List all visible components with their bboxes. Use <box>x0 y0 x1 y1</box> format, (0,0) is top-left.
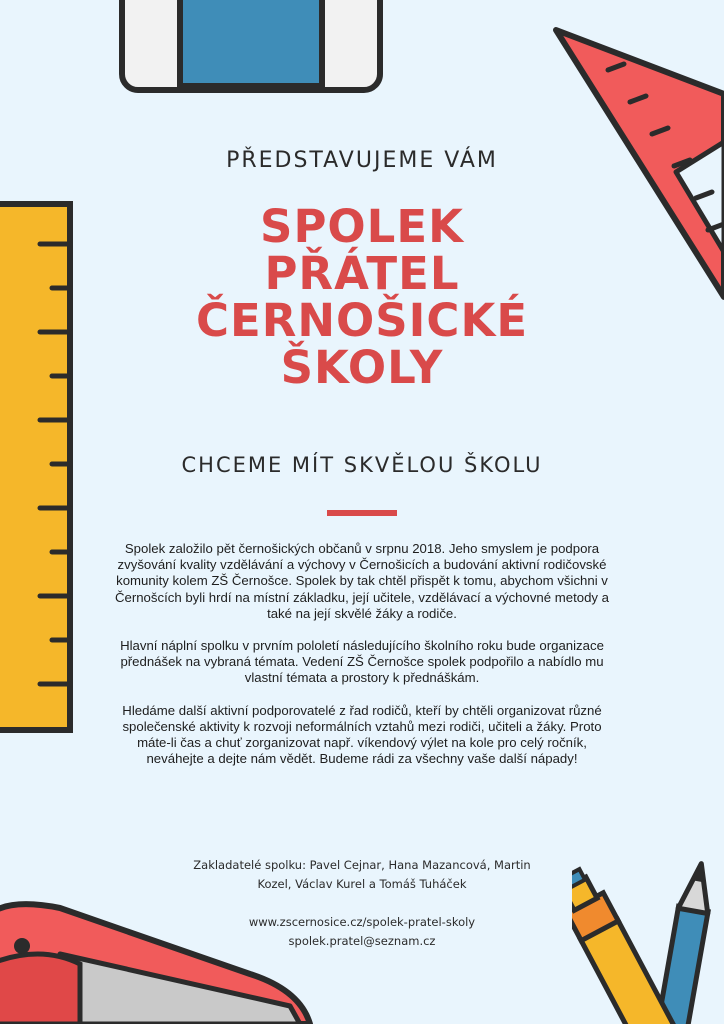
founders-text: Zakladatelé spolku: Pavel Cejnar, Hana Mazancová, Martin Kozel, Václav Kurel a Tomáš Tuháček <box>193 858 531 891</box>
pencil-illustration <box>572 856 724 1024</box>
email-link[interactable]: spolek.pratel@seznam.cz <box>288 934 436 948</box>
eraser-illustration <box>118 0 384 95</box>
slogan: CHCEME MÍT SKVĚLOU ŠKOLU <box>181 453 543 477</box>
title-line: ČERNOŠICKÉ <box>195 294 529 347</box>
description <box>108 541 616 783</box>
paragraph: Hledáme další aktivní podporovatelé z řad rodičů, kteří by chtěli organizovat různé společenské aktivity k rozvoji neformálních vztahů mezi rodiči, učiteli a žáky. Proto máte-li čas a chuť zorganizovat např. víkendový výlet na kole pro celý ročník, neváhejte a dejte nám vědět. Budeme rádi za všechny vaše další nápady! <box>122 702 602 767</box>
divider <box>327 510 397 516</box>
title-line: SPOLEK <box>260 200 464 253</box>
intro-kicker: PŘEDSTAVUJEME VÁM <box>226 148 498 173</box>
title-line: ŠKOLY <box>280 341 444 394</box>
paragraph: Hlavní náplní spolku v prvním pololetí následujícího školního roku bude organizace přednášek na vybraná témata. Vedení ZŠ Černošce spolek podpořilo a nabídlo mu vlastní témata a prostory k přednáškám. <box>120 638 604 686</box>
paragraph: Spolek založilo pět černošických občanů v srpnu 2018. Jeho smyslem je podpora zvyšování kvality vzdělávání a výchovy v Černošicích a budování aktivní rodičovské komunity kolem ZŠ Černošce. Spolek by tak chtěl přispět k tomu, abychom všichni v Černošcích byli hrdí na místní základku, její učitele, vzdělávací a výchovné metody a také na její skvělé žáky a rodiče. <box>114 541 610 621</box>
title-line: PŘÁTEL <box>264 247 460 300</box>
website-link[interactable]: www.zscernosice.cz/spolek-pratel-skoly <box>248 915 476 929</box>
organization-title <box>0 200 724 394</box>
contact-block <box>180 913 544 951</box>
